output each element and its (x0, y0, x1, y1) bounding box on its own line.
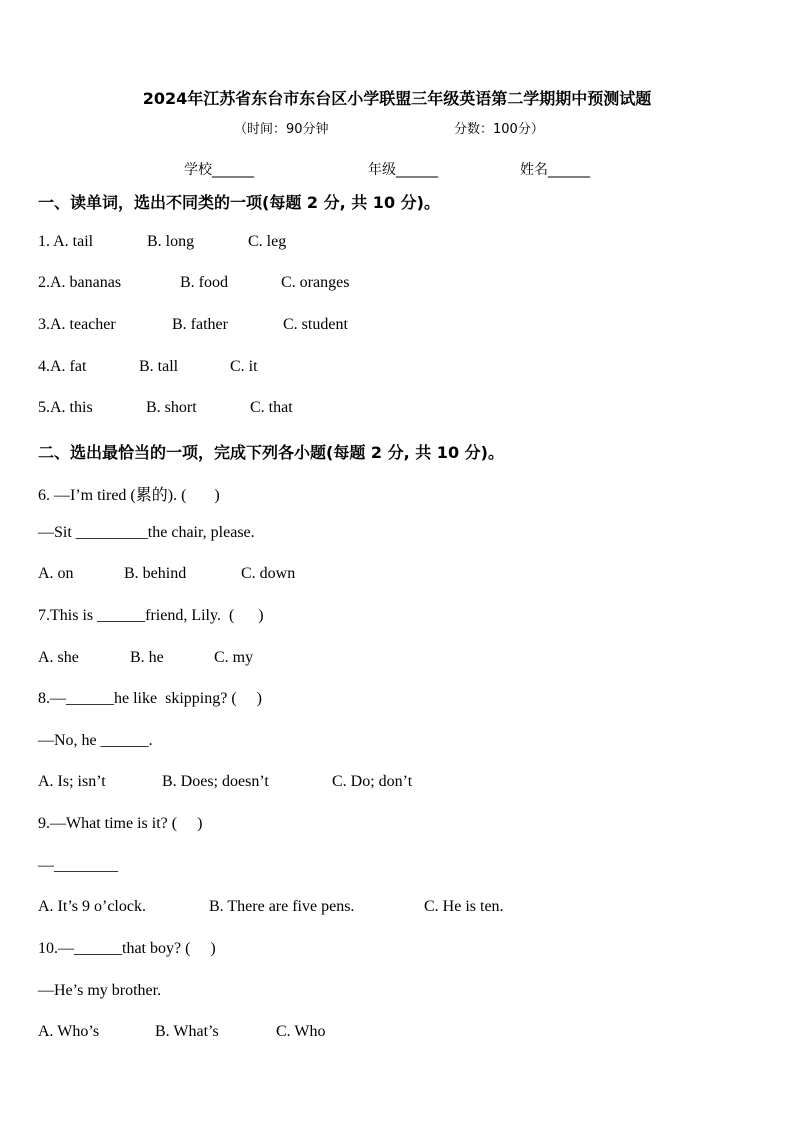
exam-score: 分数：100分） (454, 122, 544, 137)
question-3-option-a: 3.A. teacher (38, 316, 116, 333)
question-2-option-a: 2.A. bananas (38, 274, 122, 291)
grade-field: 年级______ (368, 162, 438, 178)
question-6-option-b: B. behind (124, 565, 187, 582)
question-10-stem: 10.—______that boy? ( ) (38, 940, 216, 957)
section-2-heading: 二、选出最恰当的一项，完成下列各小题(每题 2 分, 共 10 分)。 (38, 443, 504, 462)
question-10-option-a: A. Who’s (38, 1023, 100, 1040)
question-1-option-c: C. leg (248, 233, 287, 250)
exam-time: （时间：90分钟 (234, 122, 329, 137)
question-8-option-a: A. Is; isn’t (38, 773, 106, 790)
question-7-option-c: C. my (214, 649, 254, 666)
question-4-option-a: 4.A. fat (38, 358, 87, 375)
question-7-stem: 7.This is ______friend, Lily. ( ) (38, 607, 264, 624)
question-9-option-c: C. He is ten. (424, 898, 504, 915)
question-2-option-b: B. food (180, 274, 228, 291)
name-field: 姓名______ (520, 162, 590, 178)
question-8-option-b: B. Does; doesn’t (162, 773, 269, 790)
question-10-reply: —He’s my brother. (38, 982, 162, 999)
question-10-option-c: C. Who (276, 1023, 326, 1040)
question-4-option-b: B. tall (139, 358, 179, 375)
school-field: 学校______ (184, 162, 254, 178)
question-6-option-a: A. on (38, 565, 74, 582)
question-6-option-c: C. down (241, 565, 296, 582)
question-7-option-b: B. he (130, 649, 164, 666)
section-1-heading: 一、读单词，选出不同类的一项(每题 2 分, 共 10 分)。 (38, 193, 440, 212)
question-2-option-c: C. oranges (281, 274, 350, 291)
question-8-option-c: C. Do; don’t (332, 773, 413, 790)
question-9-reply: —________ (38, 857, 118, 874)
question-1-option-b: B. long (147, 233, 195, 250)
question-3-option-c: C. student (283, 316, 348, 333)
question-9-option-b: B. There are five pens. (209, 898, 355, 915)
question-1-option-a: 1. A. tail (38, 233, 94, 250)
question-7-option-a: A. she (38, 649, 79, 666)
question-6-reply: —Sit _________the chair, please. (38, 524, 255, 541)
question-9-option-a: A. It’s 9 o’clock. (38, 898, 146, 915)
question-8-reply: —No, he ______. (38, 732, 153, 749)
question-5-option-b: B. short (146, 399, 197, 416)
question-10-option-b: B. What’s (155, 1023, 219, 1040)
question-8-stem: 8.—______he like skipping? ( ) (38, 690, 262, 707)
question-5-option-c: C. that (250, 399, 293, 416)
question-4-option-c: C. it (230, 358, 258, 375)
question-3-option-b: B. father (172, 316, 228, 333)
question-6-stem: 6. —I’m tired (累的). ( ) (38, 487, 220, 504)
page-title: 2024年江苏省东台市东台区小学联盟三年级英语第二学期期中预测试题 (142, 89, 652, 108)
question-9-stem: 9.—What time is it? ( ) (38, 815, 203, 832)
question-5-option-a: 5.A. this (38, 399, 93, 416)
